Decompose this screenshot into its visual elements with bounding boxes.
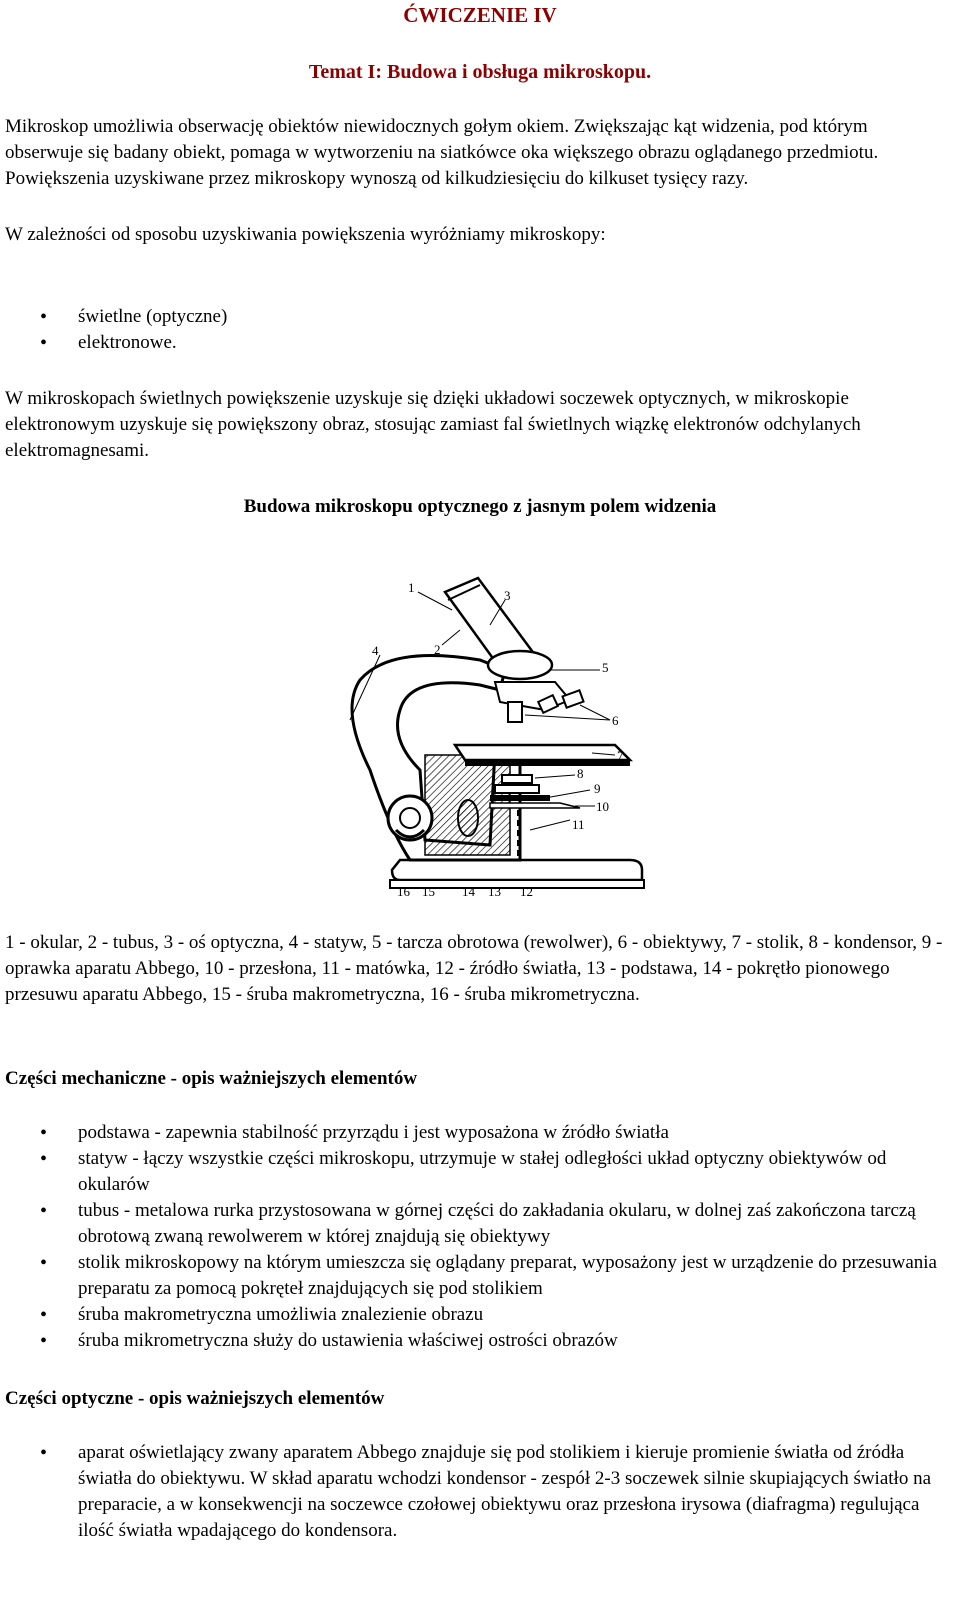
label-12: 12 xyxy=(520,884,533,899)
optical-heading: Części optyczne - opis ważniejszych elementów xyxy=(5,1388,385,1409)
label-4: 4 xyxy=(372,643,379,658)
abbe-knob xyxy=(458,800,478,836)
label-6: 6 xyxy=(612,713,619,728)
list-item: • świetlne (optyczne) xyxy=(0,304,945,330)
list-item: • śruba makrometryczna umożliwia znalezienie obrazu xyxy=(0,1302,945,1328)
list-item: • śruba mikrometryczna służy do ustawienia właściwej ostrości obrazów xyxy=(0,1328,945,1354)
microscope-types-list xyxy=(0,304,945,356)
label-10: 10 xyxy=(596,799,609,814)
label-16: 16 xyxy=(397,884,410,899)
label-5: 5 xyxy=(602,660,609,675)
intro-paragraph: Mikroskop umożliwia obserwację obiektów niewidocznych gołym okiem. Zwiększając kąt widzenia, pod którym obserwuje się badany obiekt, pomaga w wytworzeniu na siatkówce oka większego obrazu oglądanego przedmiotu. Powiększenia uzyskiwane przez mikroskopy wynoszą od kilkudziesięciu do kilkuset tysięcy razy. xyxy=(5,116,879,189)
list-item: • statyw - łączy wszystkie części mikroskopu, utrzymuje w stałej odległości układ optyczny obiektywów od okularów xyxy=(0,1146,945,1198)
label-8: 8 xyxy=(577,766,584,781)
label-9: 9 xyxy=(594,781,601,796)
label-7: 7 xyxy=(617,748,624,763)
mechanical-list xyxy=(0,1120,945,1354)
stage-shape xyxy=(455,745,630,760)
optical-list xyxy=(0,1440,945,1544)
label-13: 13 xyxy=(488,884,501,899)
exercise-title: ĆWICZENIE IV xyxy=(403,3,557,27)
mechanical-heading: Części mechaniczne - opis ważniejszych elementów xyxy=(5,1068,418,1089)
list-item: • aparat oświetlający zwany aparatem Abbego znajduje się pod stolikiem i kieruje promienie światła od źródła światła do obiektywu. W skład aparatu wchodzi kondensor - zespół 2-3 soczewek silnie skupiających światło na preparacie, a w konsekwencji na soczewce czołowej obiektywu oraz przesłona irysowa (diafragma) regulująca ilość światła wpadającego do kondensora. xyxy=(0,1440,945,1544)
label-1: 1 xyxy=(408,580,415,595)
list-item: • tubus - metalowa rurka przystosowana w górnej części do zakładania okularu, w dolnej zaś zakończona tarczą obrotową zwaną rewolwerem w której znajdują się obiektywy xyxy=(0,1198,945,1250)
revolver-disc xyxy=(488,651,552,679)
comparison-paragraph: W mikroskopach świetlnych powiększenie uzyskuje się dzięki układowi soczewek optycznych, w mikroskopie elektronowym uzyskuje się powiększony obraz, stosując zamiast fal świetlnych wiązkę elektronów odchylanych elektromagnesami. xyxy=(5,388,861,461)
list-item: • elektronowe. xyxy=(0,330,945,356)
label-2: 2 xyxy=(434,642,441,657)
list-item: • stolik mikroskopowy na którym umieszcza się oglądany preparat, wyposażony jest w urządzenie do przesuwania preparatu za pomocą pokręteł znajdujących się pod stolikiem xyxy=(0,1250,945,1302)
label-3: 3 xyxy=(504,588,511,603)
topic-title: Temat I: Budowa i obsługa mikroskopu. xyxy=(308,61,652,83)
label-15: 15 xyxy=(422,884,435,899)
types-intro-paragraph: W zależności od sposobu uzyskiwania powiększenia wyróżniamy mikroskopy: xyxy=(5,224,606,245)
figure-heading: Budowa mikroskopu optycznego z jasnym polem widzenia xyxy=(243,496,717,517)
figure-caption: 1 - okular, 2 - tubus, 3 - oś optyczna, 4 - statyw, 5 - tarcza obrotowa (rewolwer), 6 - obiektywy, 7 - stolik, 8 - kondensor, 9 - oprawka aparatu Abbego, 10 - przesłona, 11 - matówka, 12 - źródło światła, 13 - podstawa, 14 - pokrętło pionowego przesuwu aparatu Abbego, 15 - śruba makrometryczna, 16 - śruba mikrometryczna. xyxy=(5,932,943,1005)
base-shape xyxy=(392,860,642,880)
microscope-diagram xyxy=(330,570,660,910)
list-item: • podstawa - zapewnia stabilność przyrządu i jest wyposażona w źródło światła xyxy=(0,1120,945,1146)
label-11: 11 xyxy=(572,817,585,832)
label-14: 14 xyxy=(462,884,475,899)
